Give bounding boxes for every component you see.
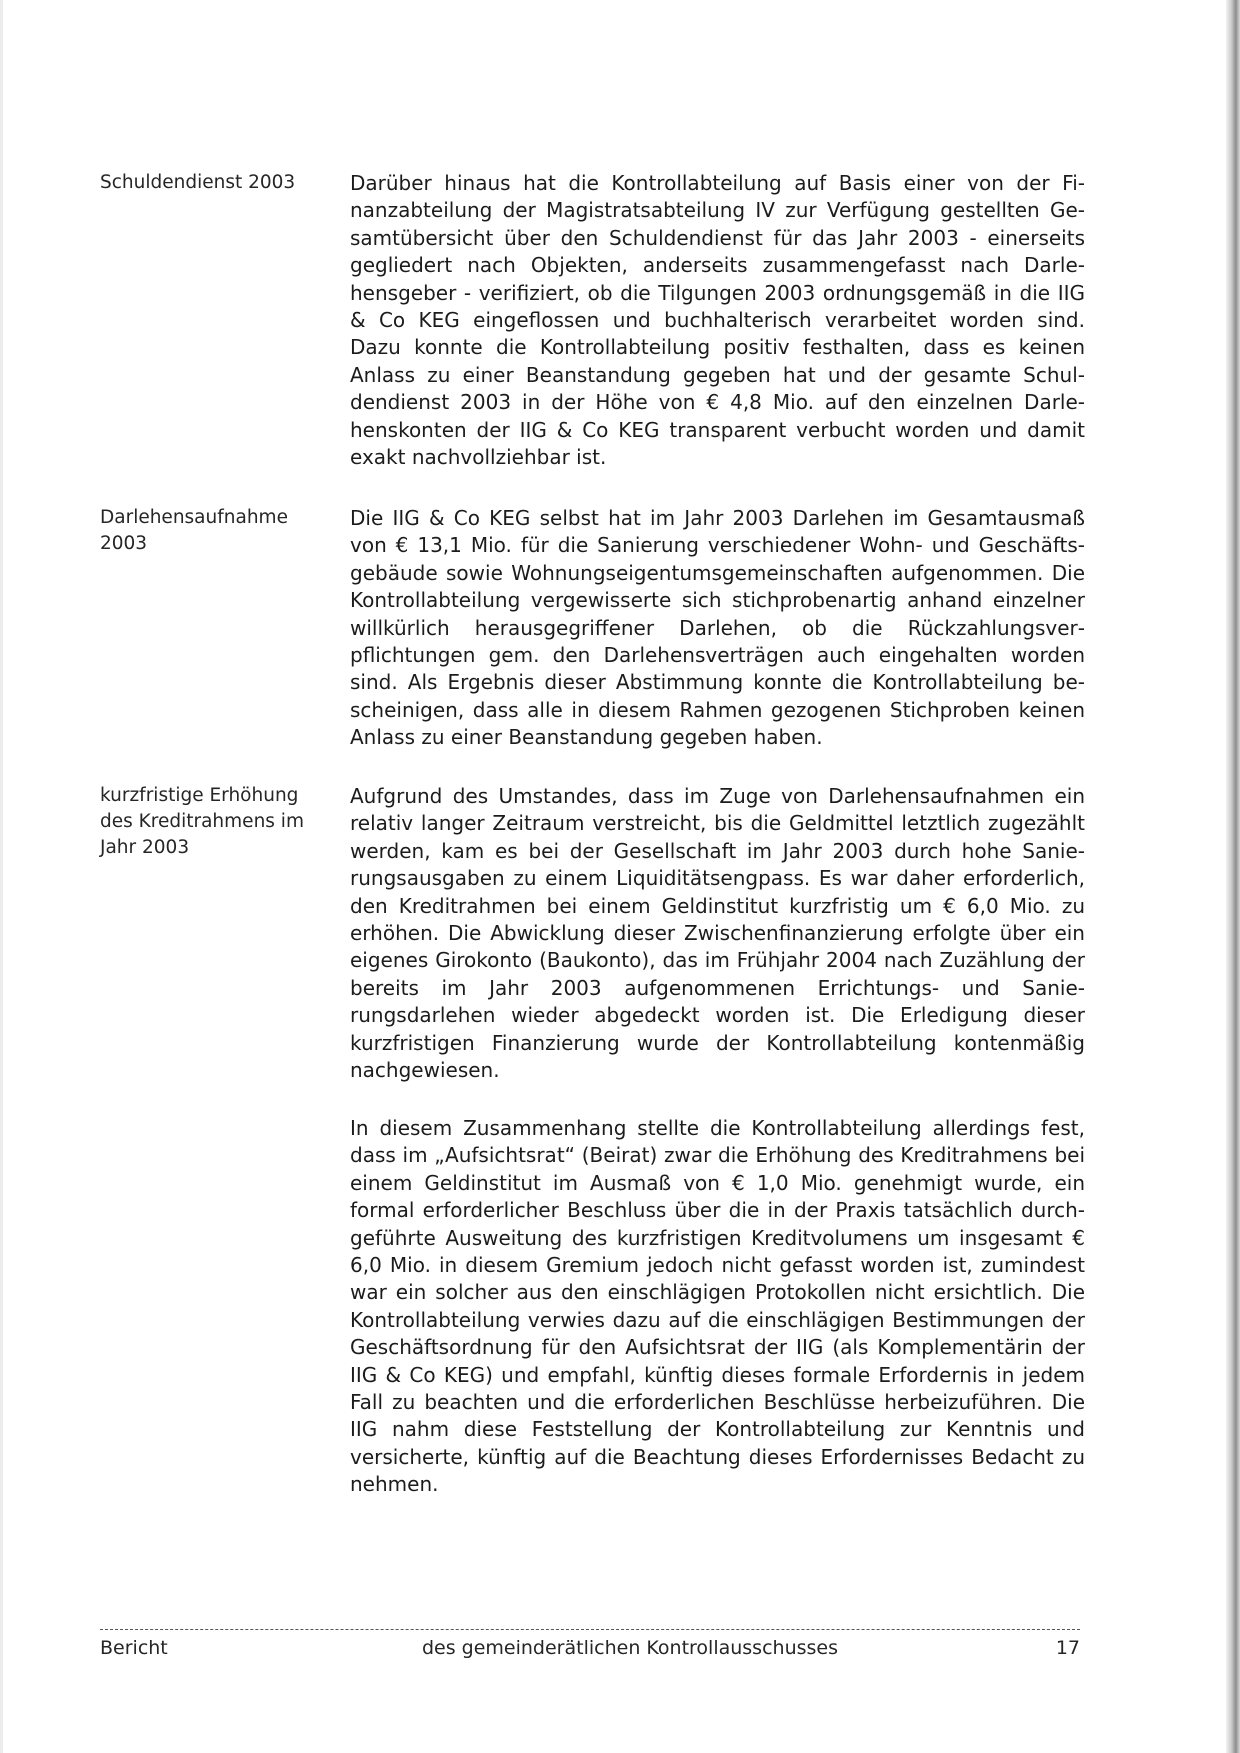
scan-left-edge <box>0 0 3 1753</box>
margin-label-schuldendienst: Schuldendienst 2003 <box>100 172 296 193</box>
footer-report-label: Bericht <box>100 1637 168 1659</box>
page-number: 17 <box>1055 1637 1080 1659</box>
paragraph-schuldendienst: Darüber hinaus hat die Kontrollabteilung auf Basis einer von der Finanzabteilung der Magistratsabteilung IV zur Verfügung gestellten Gesamtübersicht über den Schuldendienst für das Jahr 2003 - einerseits gegliedert nach Objekten, anderseits zusammengefasst nach Darlehensgeber - verifiziert, ob die Tilgungen 2003 ordnungsgemäß in die IIG & Co KEG eingeflossen und buchhalterisch verarbeitet worden sind. Dazu konnte die Kontrollabteilung positiv festhalten, dass es keinen Anlass zu einer Beanstandung gegeben hat und der gesamte Schuldendienst 2003 in der Höhe von € 4,8 Mio. auf den einzelnen Darlehenskonten der IIG & Co KEG transparent verbucht worden und damit exakt nachvollziehbar ist. <box>350 171 1085 470</box>
footer-divider <box>100 1629 1080 1630</box>
paragraph-kreditrahmen-2: In diesem Zusammenhang stellte die Kontrollabteilung allerdings fest, dass im „Aufsichtsrat“ (Beirat) zwar die Erhöhung des Kreditrahmens bei einem Geldinstitut im Ausmaß von € 1,0 Mio. genehmigt wurde, ein formal erforderlicher Beschluss über die in der Praxis tatsächlich durchgeführte Ausweitung des kurzfristigen Kreditvolumens um insgesamt € 6,0 Mio. in diesem Gremium jedoch nicht gefasst worden ist, zumindest war ein solcher aus den einschlägigen Protokollen nicht ersichtlich. Die Kontrollabteilung verwies dazu auf die einschlägigen Bestimmungen der Geschäftsordnung für den Aufsichtsrat der IIG (als Komplementärin der IIG & Co KEG) und empfahl, künftig dieses formale Erfordernis in jedem Fall zu beachten und die erforderlichen Beschlüsse herbeizuführen. Die IIG nahm diese Feststellung der Kontrollabteilung zur Kenntnis und versicherte, künftig auf die Beachtung dieses Erfordernisses Bedacht zu nehmen. <box>350 1116 1085 1497</box>
footer-committee-label: des gemeinderätlichen Kontrollausschusses <box>421 1637 839 1659</box>
scan-right-edge <box>1226 0 1240 1753</box>
margin-label-kreditrahmen: kurzfristige Erhöhung des Kreditrahmens im Jahr 2003 <box>100 785 304 858</box>
margin-label-darlehensaufnahme: Darlehensaufnahme 2003 <box>100 507 288 554</box>
paragraph-darlehensaufnahme: Die IIG & Co KEG selbst hat im Jahr 2003 Darlehen im Gesamtausmaß von € 13,1 Mio. für die Sanierung verschiedener Wohn- und Geschäftsgebäude sowie Wohnungseigentumsgemeinschaften aufgenommen. Die Kontrollabteilung vergewisserte sich stichprobenartig anhand einzelner willkürlich herausgegriffener Darlehen, ob die Rückzahlungsverpflichtungen gem. den Darlehensverträgen auch eingehalten worden sind. Als Ergebnis dieser Abstimmung konnte die Kontrollabteilung bescheinigen, dass alle in diesem Rahmen gezogenen Stichproben keinen Anlass zu einer Beanstandung gegeben haben. <box>350 506 1085 750</box>
paragraph-kreditrahmen-1: Aufgrund des Umstandes, dass im Zuge von Darlehensaufnahmen ein relativ langer Zeitraum verstreicht, bis die Geldmittel letztlich zugezählt werden, kam es bei der Gesellschaft im Jahr 2003 durch hohe Sanierungsausgaben zu einem Liquiditätsengpass. Es war daher erforderlich, den Kreditrahmen bei einem Geldinstitut kurzfristig um € 6,0 Mio. zu erhöhen. Die Abwicklung dieser Zwischenfinanzierung erfolgte über ein eigenes Girokonto (Baukonto), das im Frühjahr 2004 nach Zuzählung der bereits im Jahr 2003 aufgenommenen Errichtungs- und Sanierungsdarlehen wieder abgedeckt worden ist. Die Erledigung dieser kurzfristigen Finanzierung wurde der Kontrollabteilung kontenmäßig nachgewiesen. <box>350 784 1085 1083</box>
